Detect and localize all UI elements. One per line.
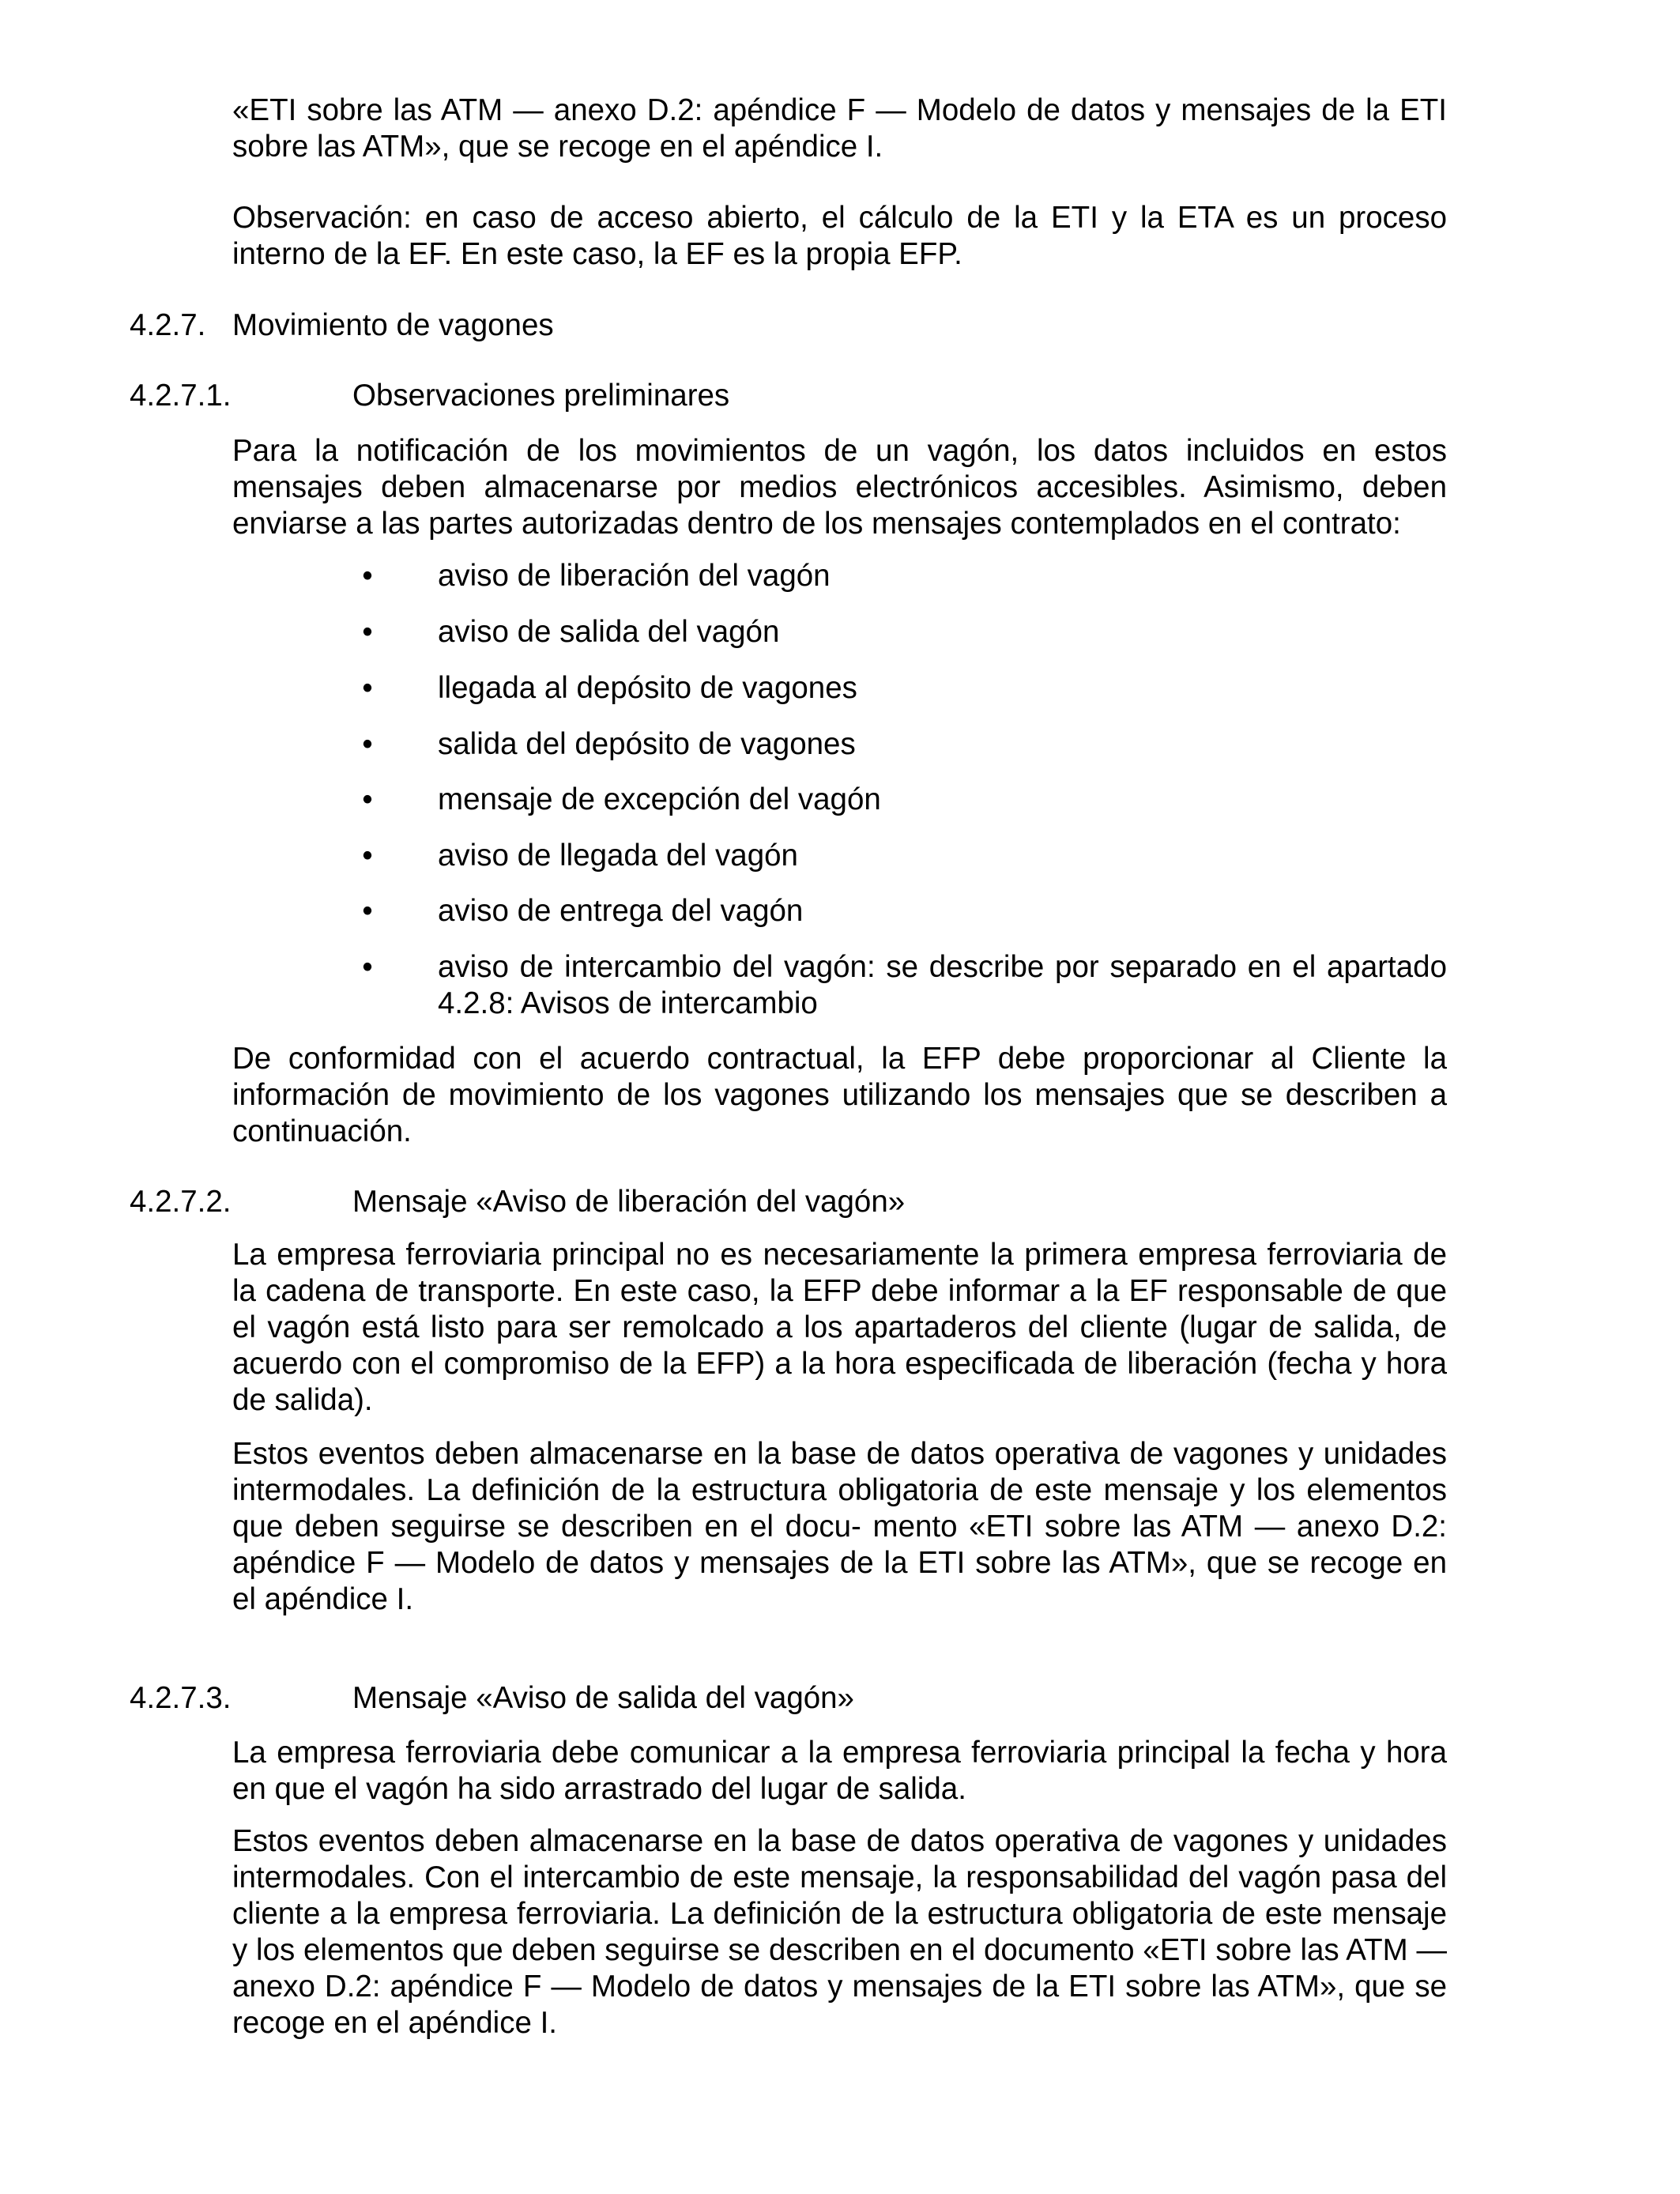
list-item-text: aviso de liberación del vagón	[438, 559, 831, 593]
departure-paragraph-1: La empresa ferroviaria debe comunicar a la empresa ferroviaria principal la fecha y hora en que el vagón ha sido arrastrado del lugar de salida.	[232, 1736, 1447, 1806]
preliminary-paragraph: Para la notificación de los movimientos de un vagón, los datos incluidos en estos mensajes deben almacenarse por medios electrónicos accesibles. Asimismo, deben enviarse a las partes autorizadas dentro de los mensajes contemplados en el contrato:	[232, 434, 1447, 541]
bullet-icon: •	[362, 839, 373, 873]
section-title: Observaciones preliminares	[352, 379, 730, 413]
closing-paragraph: De conformidad con el acuerdo contractual, la EFP debe proporcionar al Cliente la información de movimiento de los vagones utilizando los mensajes que se describen a continuación.	[232, 1042, 1447, 1148]
list-item-text: aviso de intercambio del vagón: se describe por separado en el apartado 4.2.8: Avisos de intercambio	[438, 950, 1447, 1020]
list-item-text: aviso de llegada del vagón	[438, 839, 798, 873]
observation-paragraph: Observación: en caso de acceso abierto, el cálculo de la ETI y la ETA es un proceso interno de la EF. En este caso, la EF es la propia EFP.	[232, 201, 1447, 271]
bullet-icon: •	[362, 950, 373, 984]
release-paragraph-2: Estos eventos deben almacenarse en la base de datos operativa de vagones y unidades intermodales. La definición de la estructura obligatoria de este mensaje y los elementos que deben seguirse se describen en el docu- mento «ETI sobre las ATM — anexo D.2: apéndice F — Modelo de datos y mensajes de la ETI sobre las ATM», que se recoge en el apéndice I.	[232, 1437, 1447, 1616]
departure-paragraph-2: Estos eventos deben almacenarse en la base de datos operativa de vagones y unidades intermodales. Con el intercambio de este mensaje, la responsabilidad del vagón pasa del cliente a la empresa ferroviaria. La definición de la estructura obligatoria de este mensaje y los elementos que deben seguirse se describen en el documento «ETI sobre las ATM — anexo D.2: apéndice F — Modelo de datos y mensajes de la ETI sobre las ATM», que se recoge en el apéndice I.	[232, 1824, 1447, 2040]
list-item-text: mensaje de excepción del vagón	[438, 782, 881, 816]
intro-paragraph: «ETI sobre las ATM — anexo D.2: apéndice F — Modelo de datos y mensajes de la ETI sobre las ATM», que se recoge en el apéndice I.	[232, 93, 1447, 164]
list-item-text: llegada al depósito de vagones	[438, 671, 857, 705]
bullet-icon: •	[362, 782, 373, 816]
list-item-text: aviso de salida del vagón	[438, 615, 780, 649]
bullet-icon: •	[362, 559, 373, 593]
list-item-text: salida del depósito de vagones	[438, 727, 856, 761]
section-number: 4.2.7.1.	[130, 379, 232, 413]
bullet-icon: •	[362, 615, 373, 649]
bullet-icon: •	[362, 727, 373, 761]
section-number: 4.2.7.2.	[130, 1185, 232, 1219]
bullet-icon: •	[362, 671, 373, 705]
bullet-icon: •	[362, 894, 373, 928]
section-title: Mensaje «Aviso de liberación del vagón»	[352, 1185, 906, 1219]
section-number: 4.2.7.3.	[130, 1681, 232, 1715]
list-item-text: aviso de entrega del vagón	[438, 894, 804, 928]
section-title: Movimiento de vagones	[232, 308, 554, 342]
section-title: Mensaje «Aviso de salida del vagón»	[352, 1681, 854, 1715]
release-paragraph-1: La empresa ferroviaria principal no es necesariamente la primera empresa ferroviaria de la cadena de transporte. En este caso, la EFP debe informar a la EF responsable de que el vagón está listo para ser remolcado a los apartaderos del cliente (lugar de salida, de acuerdo con el compromiso de la EFP) a la hora especificada de liberación (fecha y hora de salida).	[232, 1238, 1447, 1417]
section-number: 4.2.7.	[130, 308, 206, 342]
